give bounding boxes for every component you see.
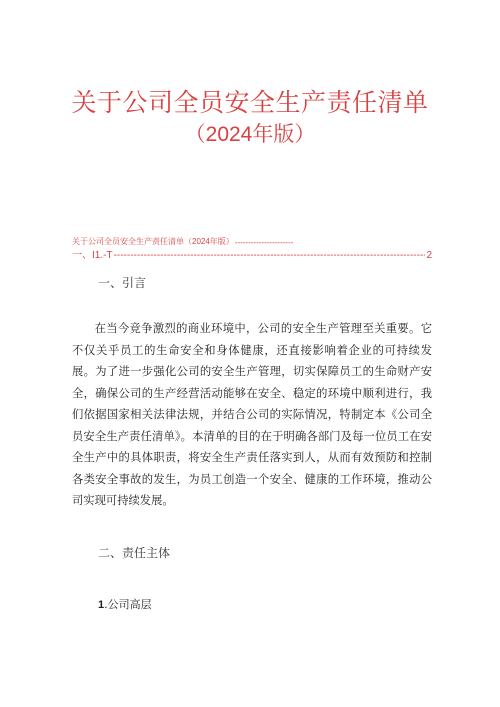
subsection-number: 1	[98, 599, 105, 611]
toc-entry[interactable]	[72, 247, 432, 261]
subsection-heading	[98, 596, 152, 612]
document-title: 关于公司全员安全生产责任清单	[71, 88, 429, 117]
toc-leader	[114, 250, 426, 261]
section-heading-intro: 一、引言	[98, 276, 147, 290]
document-subtitle: （2024年版）	[184, 123, 316, 146]
toc-leader	[235, 238, 293, 247]
toc-entry-text: 关于公司全员安全生产责任清单（2024年版）	[72, 237, 234, 246]
toc-page-number: 2	[426, 250, 432, 261]
section-heading-responsibility: 二、责任主体	[98, 546, 171, 560]
toc-entry-text: 一、I1.-T	[72, 250, 113, 261]
table-of-contents	[72, 235, 432, 261]
toc-entry[interactable]	[72, 235, 432, 247]
subsection-title: .公司高层	[104, 598, 152, 611]
intro-paragraph: 在当今竞争激烈的商业环境中，公司的安全生产管理至关重要。它不仅关乎员工的生命安全和身体健康，还直接影响着企业的可持续发展。为了进一步强化公司的安全生产管理，切实保障员工的生命财产安全，确保公司的生产经营活动能够在安全、稳定的环境中顺利进行，我们依据国家相关法律法规，并结合公司的实际情况，特制定本《公司全员安全生产责任清单》。本清单的目的在于明确各部门及每一位员工在安全生产中的具体职责，将安全生产责任落实到人，从而有效预防和控制各类安全事故的发生，为员工创造一个安全、健康的工作环境，推动公司实现可持续发展。	[72, 322, 432, 507]
